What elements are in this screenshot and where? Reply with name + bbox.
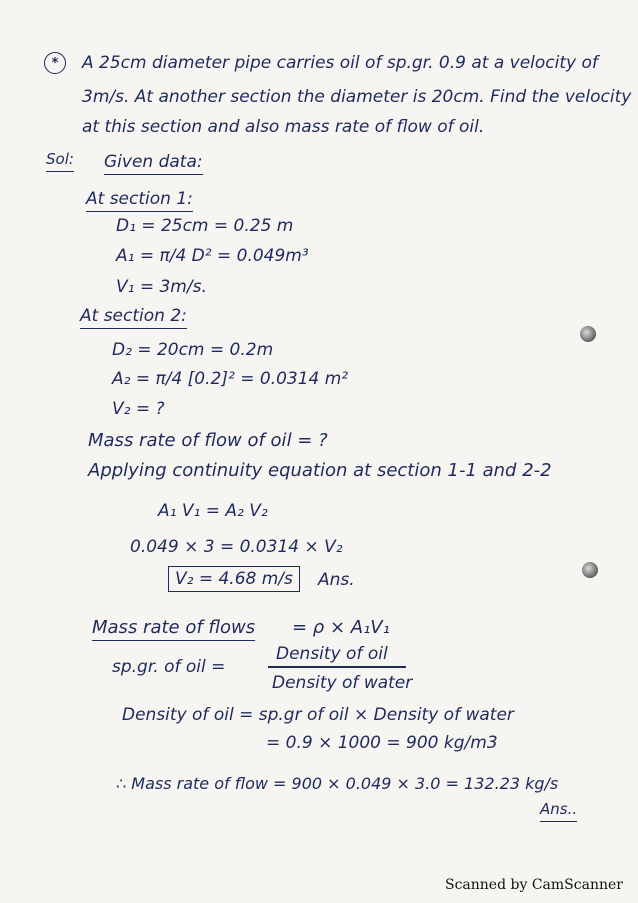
mass-rate-question: Mass rate of flow of oil = ? (88, 430, 328, 451)
given-data-heading: Given data: (104, 151, 203, 175)
fraction-bar (268, 666, 406, 668)
section2-v2: V₂ = ? (112, 399, 165, 419)
continuity-substitution: 0.049 × 3 = 0.0314 × V₂ (130, 537, 343, 557)
continuity-statement: Applying continuity equation at section 1-1 and 2-2 (88, 460, 552, 481)
section1-v1: V₁ = 3m/s. (116, 277, 207, 297)
problem-line-3: at this section and also mass rate of flow of oil. (82, 117, 485, 137)
section2-a2: A₂ = π/4 [0.2]² = 0.0314 m² (112, 369, 349, 389)
mass-rate-formula: = ρ × A₁V₁ (292, 617, 390, 638)
margin-dot-upper (580, 326, 596, 342)
section1-d1: D₁ = 25cm = 0.25 m (116, 216, 294, 236)
section2-d2: D₂ = 20cm = 0.2m (112, 340, 274, 360)
v2-answer-box: V₂ = 4.68 m/s (168, 566, 300, 592)
spgr-label: sp.gr. of oil = (112, 657, 226, 677)
asterisk-bullet-icon: * (44, 52, 66, 74)
camscanner-footer: Scanned by CamScanner (445, 877, 623, 893)
spgr-numerator: Density of oil (276, 644, 388, 664)
problem-line-1: A 25cm diameter pipe carries oil of sp.gr. 0.9 at a velocity of (82, 53, 598, 73)
continuity-equation: A₁ V₁ = A₂ V₂ (158, 501, 268, 521)
solution-label: Sol: (46, 148, 74, 172)
final-ans-label: Ans.. (540, 798, 577, 822)
density-oil-value: = 0.9 × 1000 = 900 kg/m3 (266, 733, 498, 753)
mass-rate-heading: Mass rate of flows (92, 617, 255, 641)
v2-ans-label: Ans. (318, 570, 355, 590)
final-mass-rate: ∴ Mass rate of flow = 900 × 0.049 × 3.0 = 132.23 kg/s (116, 774, 559, 793)
density-oil-line: Density of oil = sp.gr of oil × Density of water (122, 705, 514, 725)
section2-heading: At section 2: (80, 305, 187, 329)
problem-line-2: 3m/s. At another section the diameter is 20cm. Find the velocity (82, 87, 632, 107)
section1-heading: At section 1: (86, 188, 193, 212)
section1-a1: A₁ = π/4 D² = 0.049m³ (116, 246, 309, 266)
spgr-denominator: Density of water (272, 673, 413, 693)
margin-dot-lower (582, 562, 598, 578)
